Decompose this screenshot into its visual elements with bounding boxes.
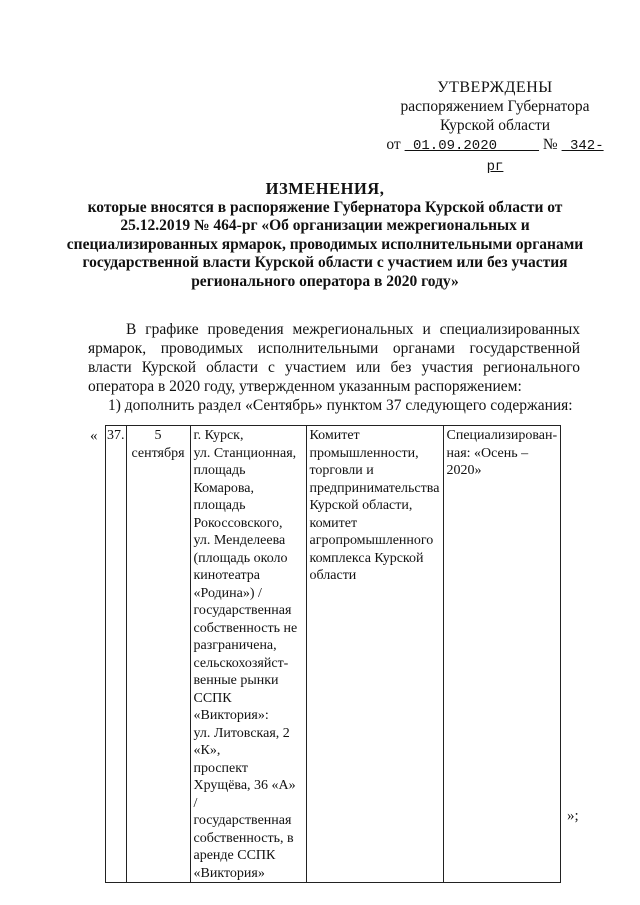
row-number: 37. [106,426,127,883]
approval-line-2: Курской области [439,117,551,134]
schedule-table [105,425,561,883]
intro-paragraph: В графике проведения межрегиональных и специализированных ярмарок, проводимых исполнительными органами государственной власти Курской области с участием или без участия регионального оператора в 2020 году, утвержденном указанным распоряжением: [88,321,580,395]
closing-quote: »; [567,808,579,824]
row-location: г. Курск, ул. Станционная, площадь Комарова, площадь Рокоссовского, ул. Менделеева (площадь около кинотеатра «Родина») / государственная собственность не разграничена, сельскохозяйст- венные рынки ССПК «Виктория»: ул. Литовская, 2 «К», проспект Хрущёва, 36 «А» / государственная собственность, в аренде ССПК «Виктория» [190,426,306,883]
table-row [106,426,561,883]
opening-quote: « [90,428,98,444]
document-body [88,320,580,415]
document-title [60,180,590,291]
row-fair-type: Специализирован- ная: «Осень – 2020» [443,426,561,883]
number-prefix: № [542,136,558,153]
approval-date: 01.09.2020 [413,138,498,154]
approval-number: 342-рг [486,138,604,175]
row-organizer: Комитет промышленности, торговли и предпринимательства Курской области, комитет агропромышленного комплекса Курской области [306,426,443,883]
title-main: ИЗМЕНЕНИЯ, [265,179,385,198]
date-prefix: от [386,136,401,153]
approval-heading: УТВЕРЖДЕНЫ [437,79,553,96]
approval-block [380,78,610,177]
title-subtitle: которые вносятся в распоряжение Губернатора Курской области от 25.12.2019 № 464-рг «Об организации межрегиональных и специализированных ярмарок, проводимых исполнительными органами государственной власти Курской области с участием или без участия регионального оператора в 2020 году» [66,198,584,290]
row-date: 5 сентября [126,426,190,883]
approval-line-1: распоряжением Губернатора [400,98,590,115]
amendment-item-1: 1) дополнить раздел «Сентябрь» пунктом 37 следующего содержания: [108,397,573,414]
approval-date-line [380,135,610,177]
